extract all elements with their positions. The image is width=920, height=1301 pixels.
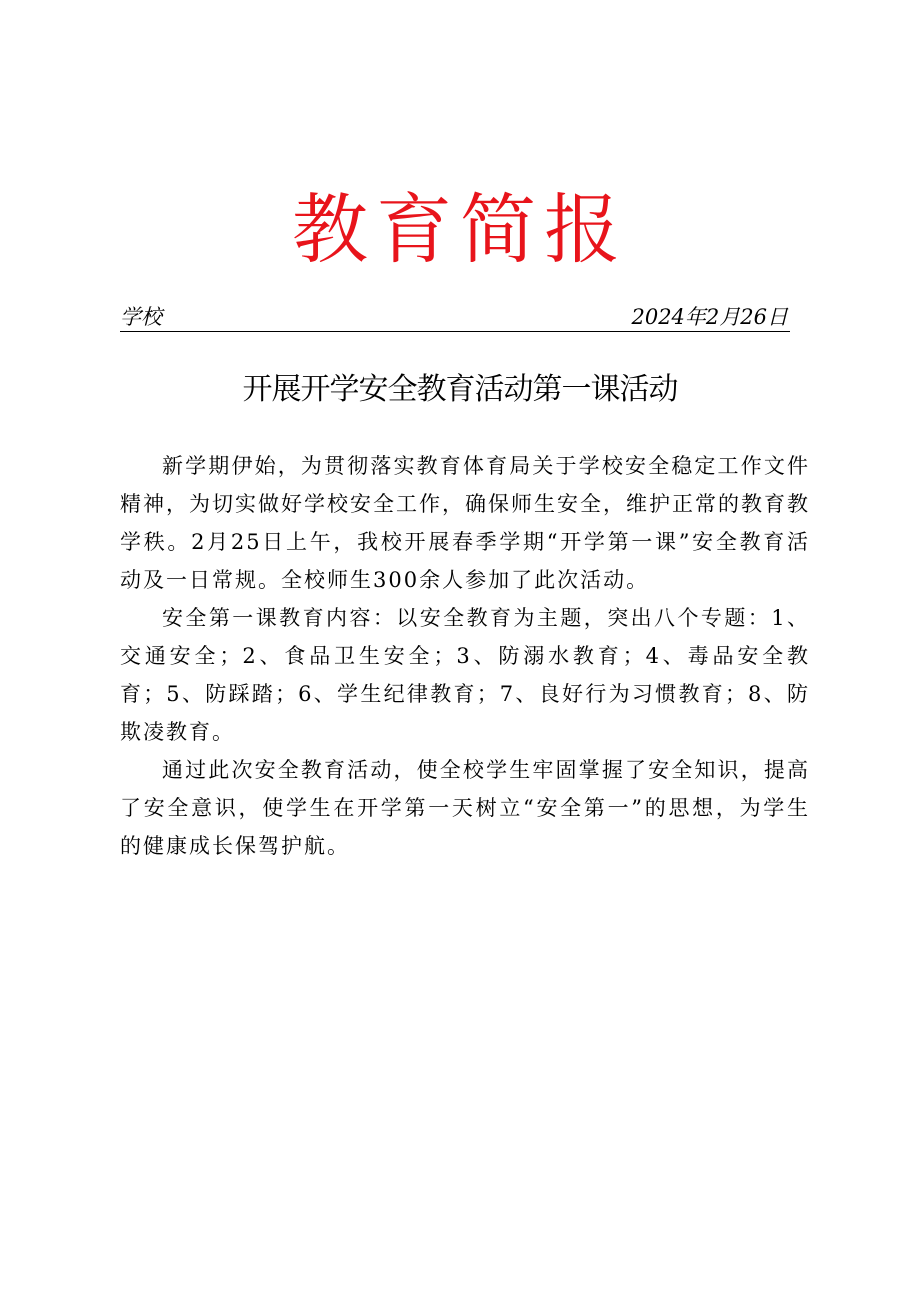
school-label: 学校 [120, 305, 162, 329]
article-paragraph: 安全第一课教育内容：以安全教育为主题，突出八个专题：1、交通安全；2、食品卫生安全；3、防溺水教育；4、毒品安全教育；5、防踩踏；6、学生纪律教育；7、良好行为习惯教育；8、防欺凌教育。 [120, 606, 810, 744]
article-body [120, 447, 810, 865]
article-paragraph: 通过此次安全教育活动，使全校学生牢固掌握了安全知识，提高了安全意识，使学生在开学第一天树立“安全第一”的思想，为学生的健康成长保驾护航。 [120, 758, 810, 858]
article-paragraph: 新学期伊始，为贯彻落实教育体育局关于学校安全稳定工作文件精神，为切实做好学校安全工作，确保师生安全，维护正常的教育教学秩。2月25日上午，我校开展春季学期“开学第一课”安全教育活动及一日常规。全校师生300余人参加了此次活动。 [120, 454, 810, 592]
article-headline: 开展开学安全教育活动第一课活动 [242, 372, 678, 407]
masthead-title: 教育简报 [292, 185, 628, 274]
issue-date: 2024年2月26日 [631, 305, 788, 329]
meta-row [120, 303, 790, 332]
